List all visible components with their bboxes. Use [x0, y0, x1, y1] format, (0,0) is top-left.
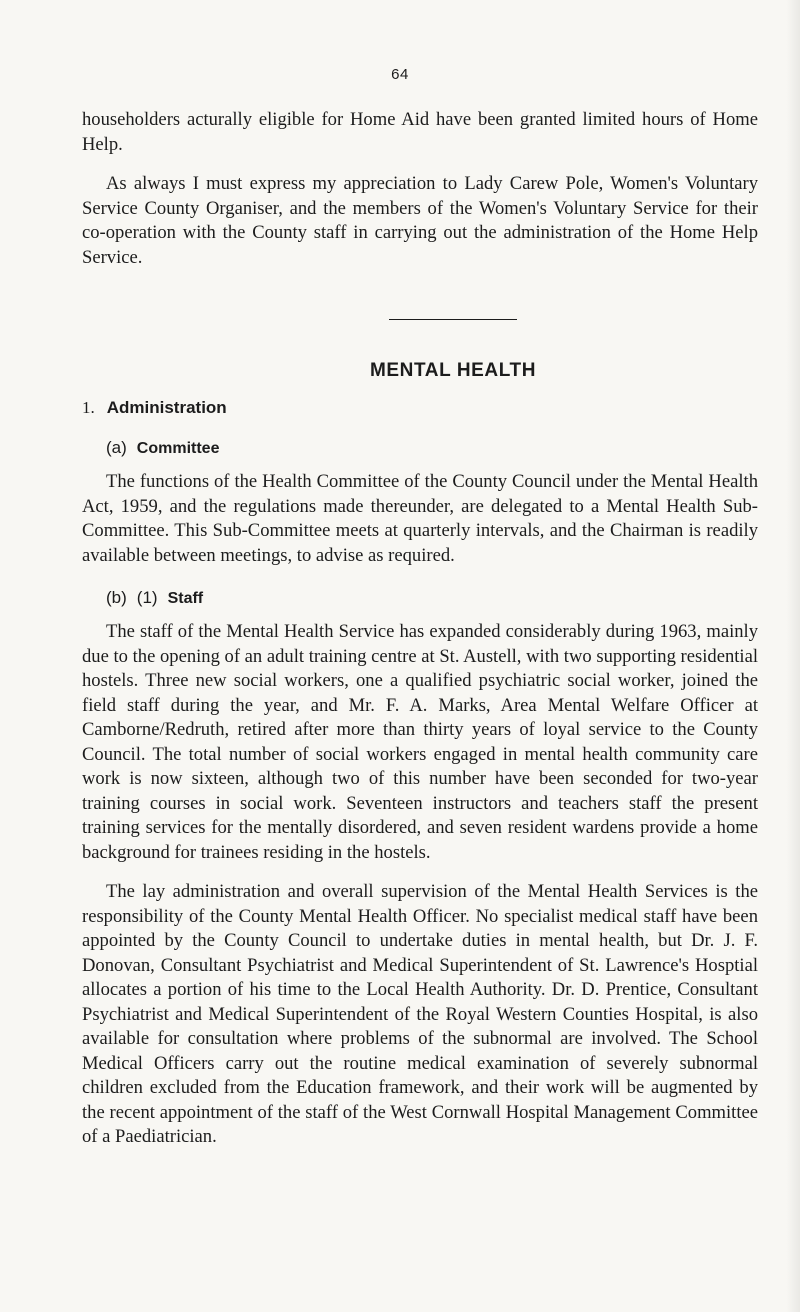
staff-paragraph-2: The lay administration and overall supervision of the Mental Health Services is the responsibility of the County Mental Health Officer. No specialist medical staff have been appointed by the County Council to undertake duties in mental health, but Dr. J. F. Donovan, Consultant Psychiatrist and Medical Superintendent of St. Lawrence's Hosptial allocates a portion of his time to the Local Health Authority. Dr. D. Prentice, Consultant Psychiatrist and Medical Superintendent of the Royal Western Counties Hospital, is also available for consultation where problems of the subnormal are involved. The School Medical Officers carry out the routine medical examination of severely subnormal children excluded from the Education framework, and their work will be augmented by the recent appointment of the staff of the West Cornwall Hospital Management Committee of a Paediatrician.	[82, 881, 758, 1147]
heading-label: Administration	[106, 398, 227, 417]
subheading-marker: (b)	[106, 588, 127, 607]
subheading-committee	[106, 438, 758, 458]
subheading-label: Staff	[167, 590, 204, 607]
subheading-submarker: (1)	[136, 588, 158, 607]
subheading-marker: (a)	[106, 438, 127, 457]
subheading-label: Committee	[136, 440, 220, 457]
continued-paragraph: householders acturally eligible for Home Aid have been granted limited hours of Home Help.	[82, 109, 758, 155]
page-edge-shadow	[786, 0, 800, 1312]
appreciation-paragraph: As always I must express my appreciation to Lady Carew Pole, Women's Voluntary Service County Organiser, and the members of the Women's Voluntary Service for their co-operation with the County staff in carrying out the administration of the Home Help Service.	[82, 173, 758, 268]
heading-administration	[82, 398, 758, 418]
staff-paragraph-1: The staff of the Mental Health Service has expanded considerably during 1963, mainly due to the opening of an adult training centre at St. Austell, with two supporting residential hostels. Three new social workers, one a qualified psychiatric social worker, joined the field staff during the year, and Mr. F. A. Marks, Area Mental Welfare Officer at Camborne/Redruth, retired after more than thirty years of loyal service to the County Council. The total number of social workers engaged in mental health community care work is now sixteen, although two of this number have been seconded for two-year training courses in social work. Seventeen instructors and teachers staff the present training services for the mentally disordered, and seven resident wardens provide a home background for trainees residing in the hostels.	[82, 621, 758, 863]
subheading-staff	[106, 588, 758, 608]
section-title: MENTAL HEALTH	[369, 360, 537, 381]
section-divider	[389, 319, 517, 320]
page-content	[82, 108, 758, 1150]
heading-number: 1.	[82, 398, 95, 417]
page-number: 64	[391, 66, 409, 83]
committee-paragraph: The functions of the Health Committee of the County Council under the Mental Health Act, 1959, and the regulations made thereunder, are delegated to a Mental Health Sub-Committee. This Sub-Committee meets at quarterly intervals, and the Chairman is readily available between meetings, to advise as required.	[82, 471, 758, 566]
